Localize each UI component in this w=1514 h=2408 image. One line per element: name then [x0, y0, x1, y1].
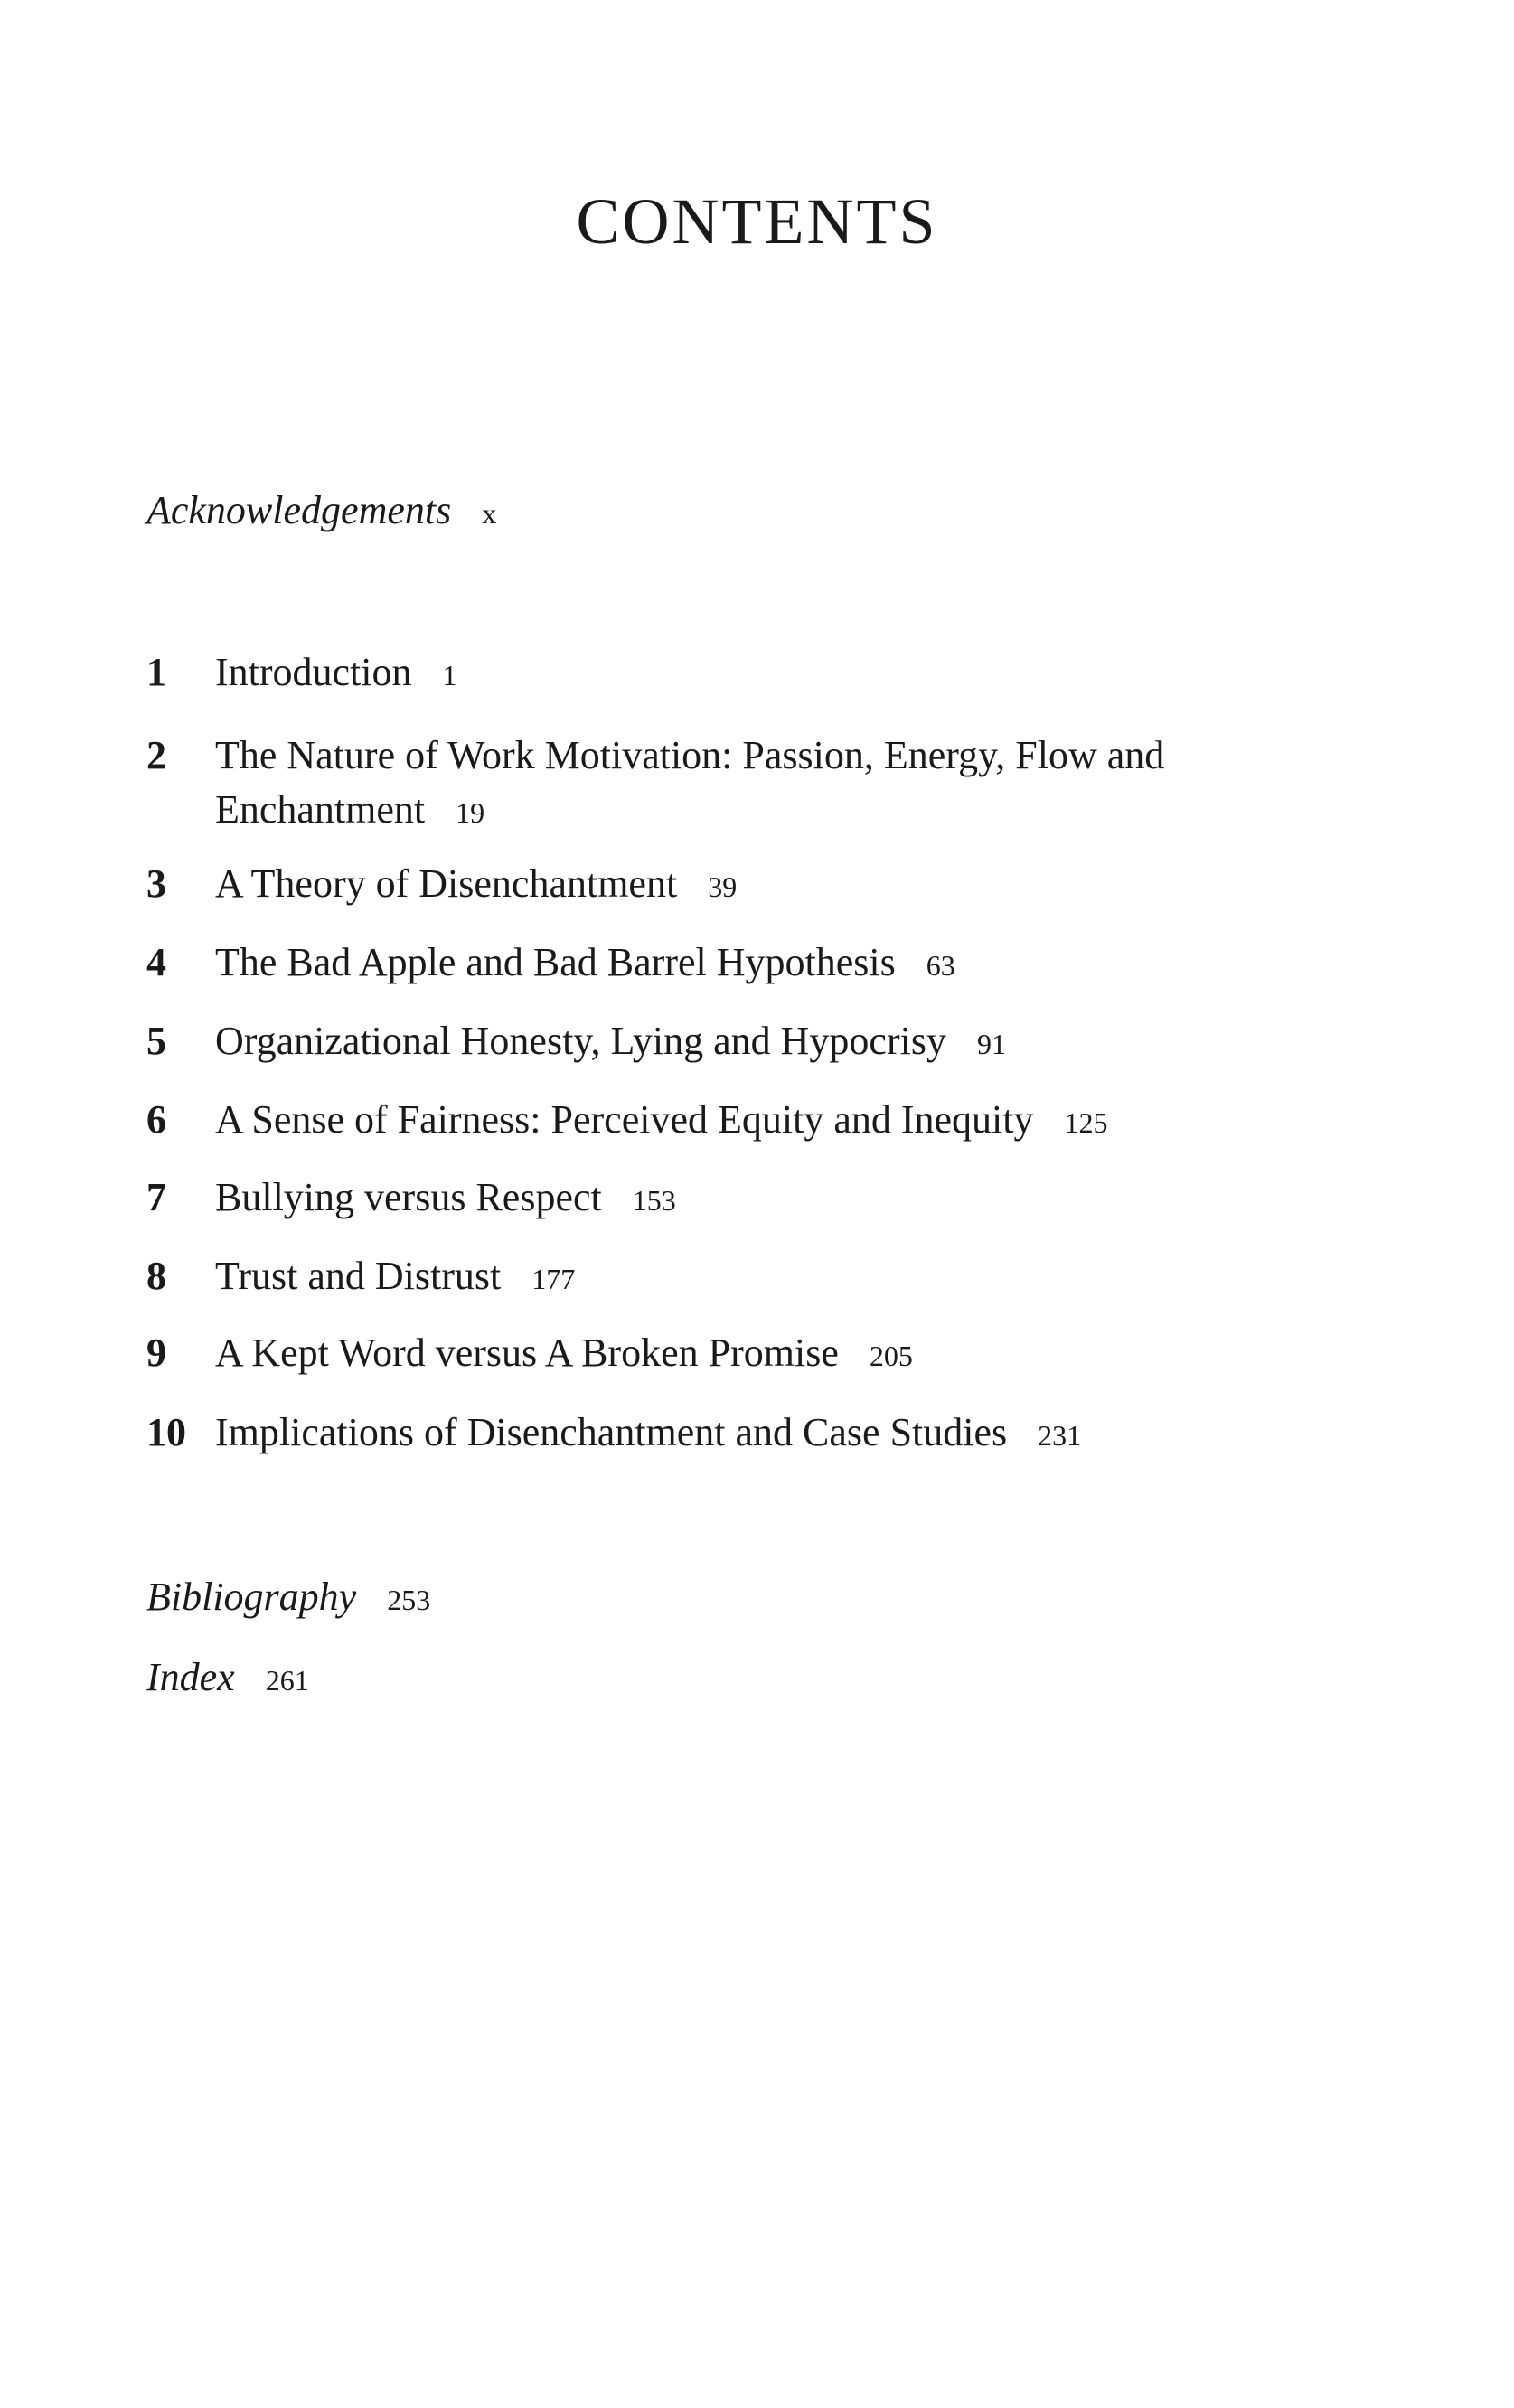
toc-chapter-8[interactable] — [146, 1254, 575, 1302]
toc-entry-index[interactable] — [146, 1655, 309, 1703]
toc-chapter-9[interactable] — [146, 1331, 913, 1378]
chapter-title-continued: Enchantment — [215, 787, 426, 832]
chapter-number: 7 — [146, 1175, 166, 1219]
chapter-title: Bullying versus Respect — [215, 1175, 602, 1219]
chapter-title: Introduction — [215, 650, 412, 694]
chapter-number: 6 — [146, 1097, 166, 1142]
chapter-title: Organizational Honesty, Lying and Hypocrisy — [215, 1019, 946, 1063]
chapter-page: 39 — [708, 870, 738, 903]
entry-page: 261 — [265, 1664, 309, 1697]
toc-chapter-5[interactable] — [146, 1019, 1006, 1067]
toc-chapter-2[interactable] — [146, 729, 1164, 840]
chapter-page: 19 — [456, 796, 485, 829]
chapter-number: 3 — [146, 861, 166, 906]
chapter-title: The Bad Apple and Bad Barrel Hypothesis — [215, 940, 896, 984]
chapter-title: Trust and Distrust — [215, 1254, 502, 1298]
entry-label: Index — [146, 1655, 235, 1699]
chapter-title: A Theory of Disenchantment — [215, 861, 678, 906]
chapter-page: 231 — [1038, 1419, 1082, 1452]
chapter-title: The Nature of Work Motivation: Passion, Energy, Flow and — [215, 733, 1165, 777]
chapter-number: 8 — [146, 1254, 166, 1298]
toc-chapter-4[interactable] — [146, 940, 955, 988]
chapter-page: 153 — [632, 1184, 676, 1217]
entry-page: x — [482, 497, 497, 530]
chapter-number: 1 — [146, 650, 166, 694]
toc-chapter-3[interactable] — [146, 861, 737, 909]
toc-chapter-10[interactable] — [146, 1410, 1081, 1458]
chapter-number: 2 — [146, 733, 166, 777]
toc-entry-acknowledgements[interactable] — [146, 488, 496, 536]
chapter-page: 63 — [926, 949, 955, 982]
chapter-number: 10 — [146, 1410, 186, 1454]
chapter-page: 125 — [1064, 1106, 1108, 1139]
chapter-title: A Sense of Fairness: Perceived Equity and Inequity — [215, 1097, 1034, 1142]
chapter-page: 177 — [531, 1263, 576, 1295]
chapter-page: 1 — [442, 659, 457, 691]
chapter-title: A Kept Word versus A Broken Promise — [215, 1331, 839, 1375]
toc-chapter-7[interactable] — [146, 1175, 676, 1223]
chapter-page: 91 — [976, 1028, 1006, 1060]
chapter-page: 205 — [869, 1340, 913, 1372]
chapter-number: 4 — [146, 940, 166, 984]
entry-label: Bibliography — [146, 1575, 357, 1619]
entry-label: Acknowledgements — [146, 488, 452, 532]
toc-entry-bibliography[interactable] — [146, 1575, 430, 1623]
toc-chapter-1[interactable] — [146, 650, 457, 698]
page-title: CONTENTS — [576, 185, 938, 258]
chapter-title: Implications of Disenchantment and Case Studies — [215, 1410, 1008, 1454]
chapter-number: 5 — [146, 1019, 166, 1063]
chapter-number: 9 — [146, 1331, 166, 1375]
toc-chapter-6[interactable] — [146, 1097, 1107, 1145]
entry-page: 253 — [387, 1584, 431, 1616]
